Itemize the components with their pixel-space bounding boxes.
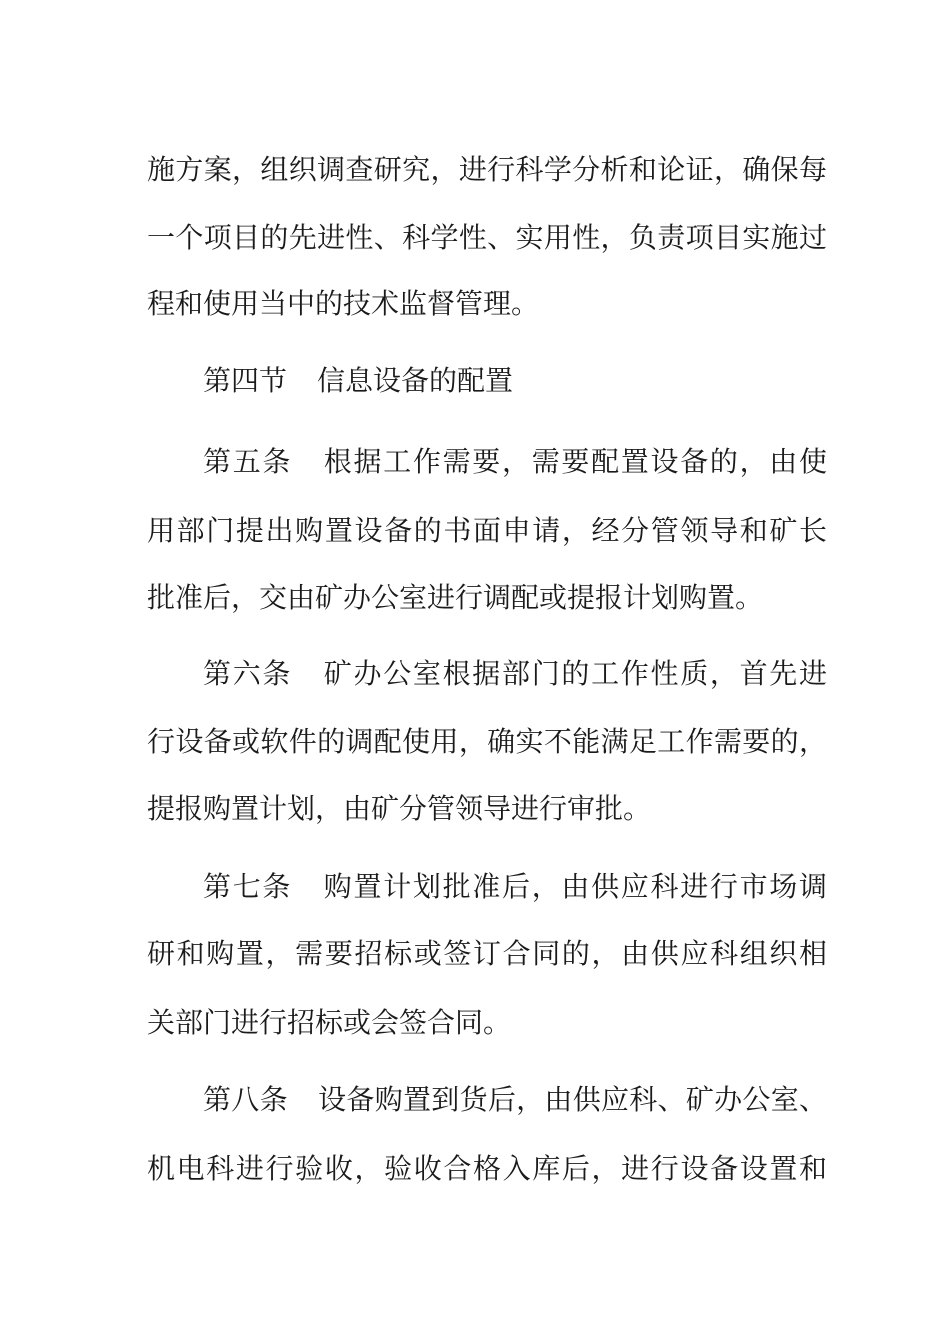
article-text: 设备购置到货后，由供应科、矿办公室、 <box>317 1083 827 1116</box>
paragraph-line: 研和购置，需要招标或签订合同的，由供应科组织相 <box>147 937 827 970</box>
paragraph-line: 行设备或软件的调配使用，确实不能满足工作需要的， <box>147 725 827 758</box>
article-text: 根据工作需要，需要配置设备的，由使 <box>322 445 827 478</box>
article-7-first-line <box>203 867 827 907</box>
paragraph-line: 施方案，组织调查研究，进行科学分析和论证，确保每 <box>147 153 827 186</box>
article-number: 第五条 <box>203 445 293 478</box>
paragraph-line: 用部门提出购置设备的书面申请，经分管领导和矿长 <box>147 514 827 547</box>
paragraph-line: 提报购置计划，由矿分管领导进行审批。 <box>147 792 652 825</box>
paragraph-line: 程和使用当中的技术监督管理。 <box>147 287 540 320</box>
article-number: 第七条 <box>203 870 293 903</box>
paragraph-line: 一个项目的先进性、科学性、实用性，负责项目实施过 <box>147 221 827 254</box>
section-heading <box>203 361 827 401</box>
article-5-first-line <box>203 442 827 482</box>
paragraph-line: 批准后，交由矿办公室进行调配或提报计划购置。 <box>147 581 764 614</box>
section-title: 信息设备的配置 <box>317 364 514 397</box>
article-8-first-line <box>203 1080 827 1120</box>
article-number: 第六条 <box>203 657 293 690</box>
paragraph-line: 关部门进行招标或会签合同。 <box>147 1006 512 1039</box>
paragraph-line: 机电科进行验收，验收合格入库后，进行设备设置和 <box>147 1152 827 1185</box>
article-text: 购置计划批准后，由供应科进行市场调 <box>322 870 827 903</box>
article-text: 矿办公室根据部门的工作性质，首先进 <box>322 657 827 690</box>
article-6-first-line <box>203 654 827 694</box>
article-number: 第八条 <box>203 1083 288 1116</box>
section-number: 第四节 <box>203 364 288 397</box>
